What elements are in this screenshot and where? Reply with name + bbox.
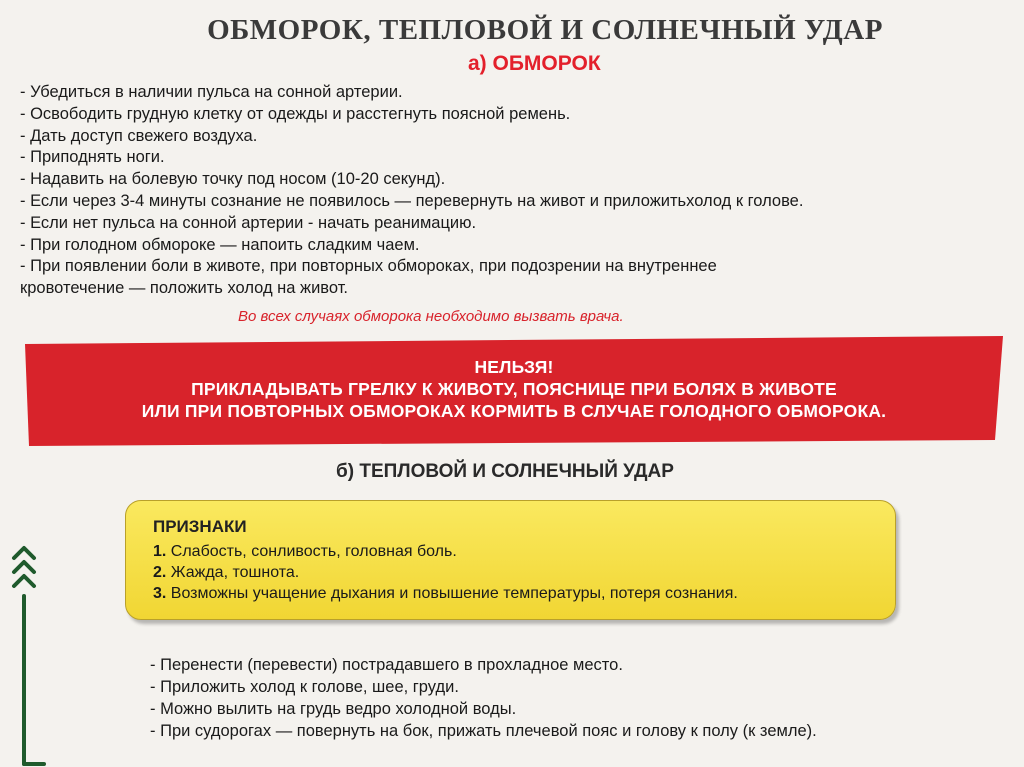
- section-a-title: а) ОБМОРОК: [468, 52, 601, 75]
- list-item: - Убедиться в наличии пульса на сонной артерии.: [20, 83, 403, 101]
- signs-box: [125, 500, 896, 620]
- list-item: - При судорогах — повернуть на бок, прижать плечевой пояс и голову к полу (к земле).: [150, 722, 817, 740]
- warning-heading: НЕЛЬЗЯ!: [474, 357, 554, 377]
- list-item: [153, 562, 738, 583]
- list-item: - Надавить на болевую точку под носом (10-20 секунд).: [20, 170, 446, 189]
- arrow-up-icon: [6, 540, 46, 767]
- list-item: - Дать доступ свежего воздуха.: [20, 126, 258, 145]
- list-item: - Если через 3-4 минуты сознание не появилось — перевернуть на живот и приложитьхолод к голове.: [20, 191, 804, 210]
- heatstroke-actions-list: [150, 654, 817, 742]
- list-item: - Перенести (перевести) пострадавшего в прохладное место.: [150, 656, 623, 674]
- list-item: - Приложить холод к голове, шее, груди.: [150, 678, 459, 696]
- list-item: - При голодном обмороке — напоить сладким чаем.: [20, 235, 420, 254]
- sign-text: Жажда, тошнота.: [166, 564, 300, 581]
- fainting-steps-list: [20, 82, 980, 300]
- warning-line: ПРИКЛАДЫВАТЬ ГРЕЛКУ К ЖИВОТУ, ПОЯСНИЦЕ ПРИ БОЛЯХ В ЖИВОТЕ: [191, 379, 837, 399]
- list-item: кровотечение — положить холод на живот.: [20, 279, 349, 298]
- signs-list: [153, 541, 738, 604]
- warning-banner: [25, 336, 1003, 446]
- section-b-title: б) ТЕПЛОВОЙ И СОЛНЕЧНЫЙ УДАР: [336, 461, 674, 482]
- page-title: ОБМОРОК, ТЕПЛОВОЙ И СОЛНЕЧНЫЙ УДАР: [207, 14, 883, 46]
- sign-number: 2.: [153, 564, 167, 581]
- list-item: - Освободить грудную клетку от одежды и расстегнуть поясной ремень.: [20, 104, 571, 123]
- sign-number: 3.: [153, 585, 167, 602]
- list-item: [153, 583, 738, 604]
- list-item: - Если нет пульса на сонной артерии - начать реанимацию.: [20, 213, 477, 232]
- sign-number: 1.: [153, 543, 167, 560]
- list-item: - Приподнять ноги.: [20, 148, 165, 167]
- signs-title: ПРИЗНАКИ: [153, 517, 247, 536]
- warning-text: [25, 356, 1003, 422]
- list-item: - Можно вылить на грудь ведро холодной воды.: [150, 700, 517, 718]
- warning-line: ИЛИ ПРИ ПОВТОРНЫХ ОБМОРОКАХ КОРМИТЬ В СЛУЧАЕ ГОЛОДНОГО ОБМОРОКА.: [141, 401, 887, 421]
- list-item: [153, 541, 738, 562]
- sign-text: Слабость, сонливость, головная боль.: [166, 543, 457, 560]
- sign-text: Возможны учащение дыхания и повышение температуры, потеря сознания.: [166, 585, 738, 602]
- call-doctor-note: Во всех случаях обморока необходимо вызвать врача.: [238, 308, 624, 325]
- list-item: - При появлении боли в животе, при повторных обмороках, при подозрении на внутреннее: [20, 257, 717, 276]
